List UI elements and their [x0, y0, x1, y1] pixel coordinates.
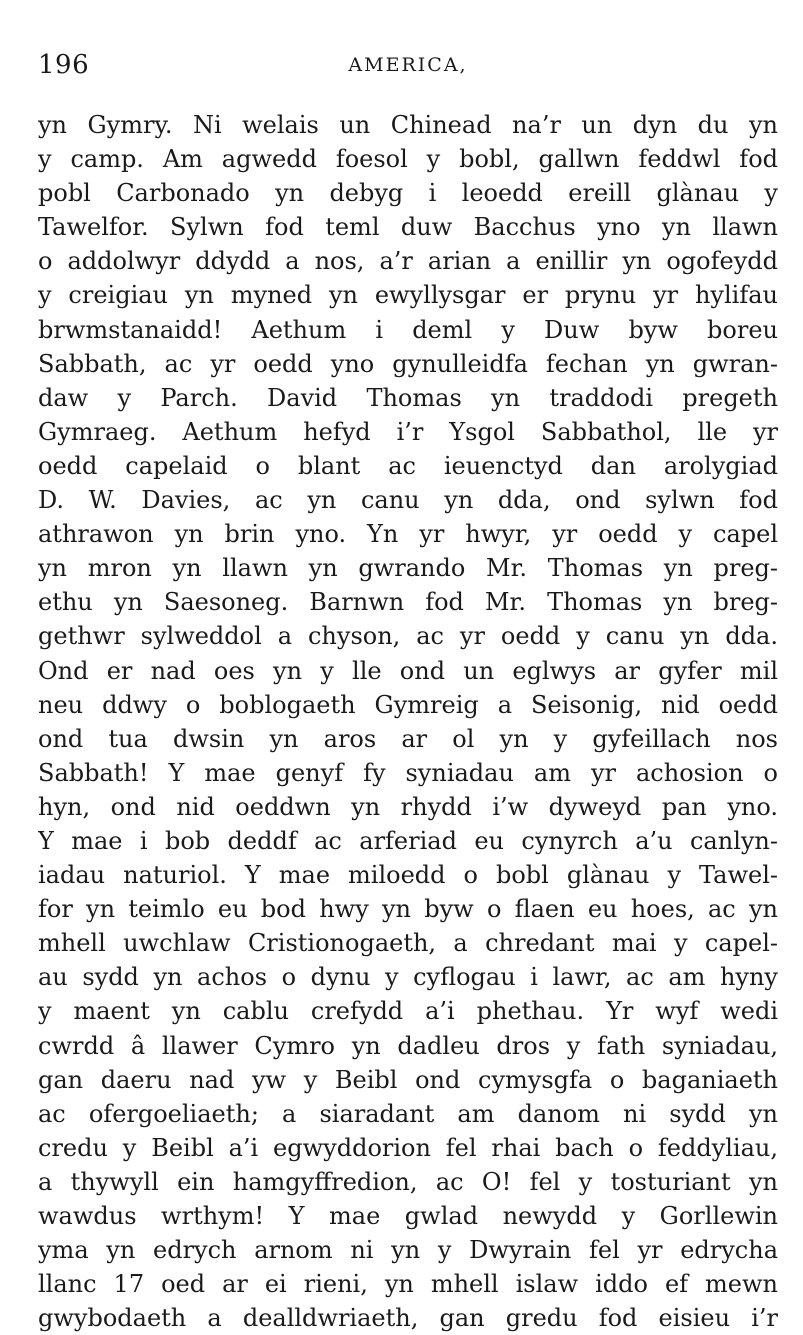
text-line: a thywyll ein hamgyffredion, ac O! fel y tosturiant yn	[38, 1167, 778, 1196]
body-text	[38, 108, 778, 1335]
text-line: oedd capelaid o blant ac ieuenctyd dan arolygiad	[38, 451, 778, 480]
text-line: Tawelfor. Sylwn fod teml duw Bacchus yno yn llawn	[38, 213, 778, 242]
text-line: y creigiau yn myned yn ewyllysgar er prynu yr hylifau	[38, 281, 778, 310]
text-line: mhell uwchlaw Cristionogaeth, a chredant mai y capel-	[38, 929, 778, 958]
text-line: yn mron yn llawn yn gwrando Mr. Thomas yn preg-	[38, 554, 778, 583]
page-number: 196	[38, 50, 90, 80]
text-line: o addolwyr ddydd a nos, a’r arian a enillir yn ogofeydd	[38, 247, 778, 276]
text-line: Sabbath, ac yr oedd yno gynulleidfa fechan yn gwran-	[38, 349, 778, 378]
text-line: neu ddwy o boblogaeth Gymreig a Seisonig, nid oedd	[38, 690, 778, 719]
text-line: y maent yn cablu crefydd a’i phethau. Yr wyf wedi	[38, 997, 778, 1026]
text-line: Gymraeg. Aethum hefyd i’r Ysgol Sabbathol, lle yr	[38, 417, 778, 446]
text-line: au sydd yn achos o dynu y cyflogau i lawr, ac am hyny	[38, 963, 778, 992]
text-line: llanc 17 oed ar ei rieni, yn mhell islaw iddo ef mewn	[38, 1270, 778, 1299]
text-line: cwrdd â llawer Cymro yn dadleu dros y fath syniadau,	[38, 1031, 778, 1060]
text-line: daw y Parch. David Thomas yn traddodi pregeth	[38, 383, 778, 412]
text-line: hyn, ond nid oeddwn yn rhydd i’w dyweyd pan yno.	[38, 792, 778, 821]
text-line: Sabbath! Y mae genyf fy syniadau am yr achosion o	[38, 758, 778, 787]
text-line: for yn teimlo eu bod hwy yn byw o flaen eu hoes, ac yn	[38, 895, 778, 924]
text-line: ethu yn Saesoneg. Barnwn fod Mr. Thomas yn breg-	[38, 588, 778, 617]
text-line: Y mae i bob deddf ac arferiad eu cynyrch a’u canlyn-	[38, 826, 778, 855]
text-line: wawdus wrthym! Y mae gwlad newydd y Gorllewin	[38, 1202, 778, 1230]
running-head: AMERICA,	[348, 54, 468, 76]
page-header	[38, 50, 778, 86]
text-line: y camp. Am agwedd foesol y bobl, gallwn feddwl fod	[38, 145, 778, 174]
text-line: D. W. Davies, ac yn canu yn dda, ond sylwn fod	[38, 486, 778, 515]
text-line: Ond er nad oes yn y lle ond un eglwys ar gyfer mil	[38, 656, 778, 685]
text-line: gethwr sylweddol a chyson, ac yr oedd y canu yn dda.	[38, 622, 778, 651]
text-line: credu y Beibl a’i egwyddorion fel rhai bach o feddyliau,	[38, 1133, 778, 1162]
text-line: brwmstanaidd! Aethum i deml y Duw byw boreu	[38, 315, 778, 344]
text-line: ac ofergoeliaeth; a siaradant am danom ni sydd yn	[38, 1099, 778, 1128]
text-line: iadau naturiol. Y mae miloedd o bobl glànau y Tawel-	[38, 861, 778, 890]
text-line: gan daeru nad yw y Beibl ond cymysgfa o baganiaeth	[38, 1065, 778, 1094]
text-line: ond tua dwsin yn aros ar ol yn y gyfeillach nos	[38, 724, 778, 753]
text-line: athrawon yn brin yno. Yn yr hwyr, yr oedd y capel	[38, 520, 778, 549]
text-line: yn Gymry. Ni welais un Chinead na’r un dyn du yn	[38, 111, 778, 139]
text-line: yma yn edrych arnom ni yn y Dwyrain fel yr edrycha	[38, 1236, 778, 1265]
text-line: gwybodaeth a dealldwriaeth, gan gredu fod eisieu i’r	[38, 1304, 778, 1333]
text-line: pobl Carbonado yn debyg i leoedd ereill glànau y	[38, 179, 778, 208]
